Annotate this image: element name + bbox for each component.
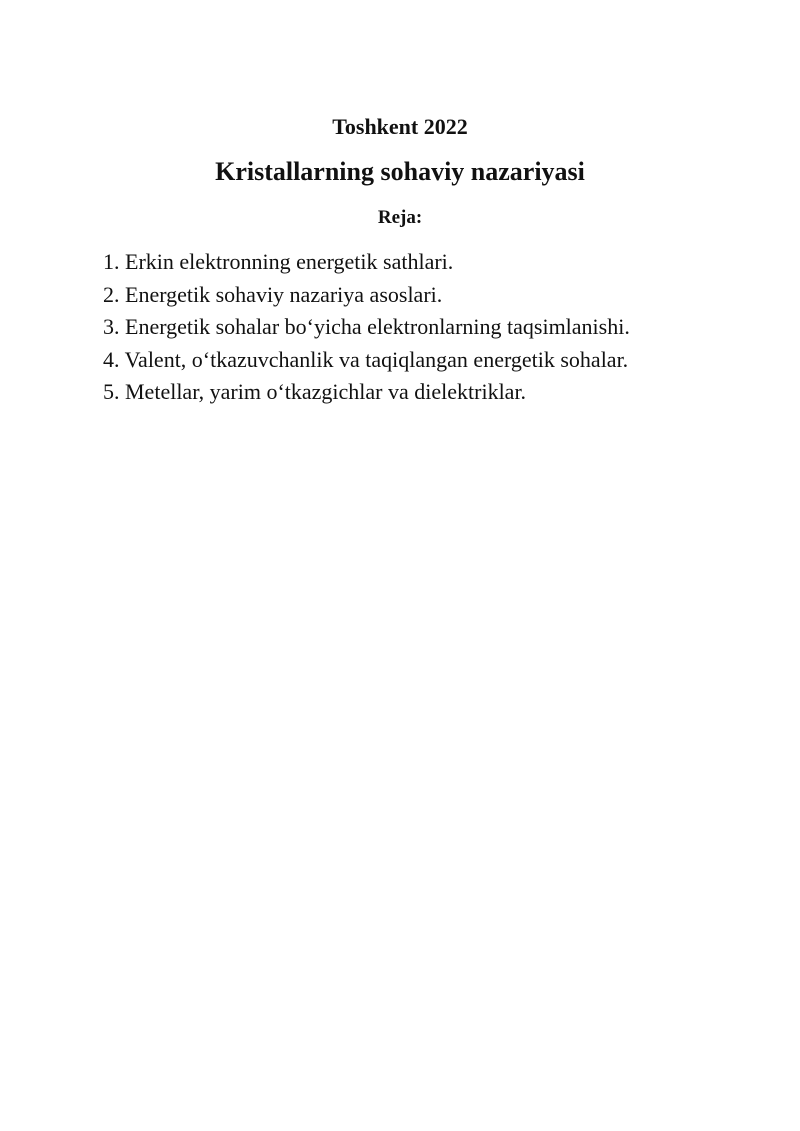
plan-item-3: 3. Energetik sohalar bo‘yicha elektronlarning taqsimlanishi.	[103, 314, 630, 339]
plan-item-2: 2. Energetik sohaviy nazariya asoslari.	[103, 281, 443, 307]
plan-item-1: 1. Erkin elektronning energetik sathlari.	[103, 249, 454, 274]
plan-item-4: 4. Valent, o‘tkazuvchanlik va taqiqlangan energetik sohalar.	[103, 346, 629, 372]
plan-list	[103, 246, 763, 409]
plan-heading: Reja:	[377, 207, 423, 228]
plan-item-5: 5. Metellar, yarim o‘tkazgichlar va dielektriklar.	[103, 379, 527, 404]
city-year-line: Toshkent 2022	[332, 114, 468, 139]
document-title: Kristallarning sohaviy nazariyasi	[215, 157, 585, 186]
